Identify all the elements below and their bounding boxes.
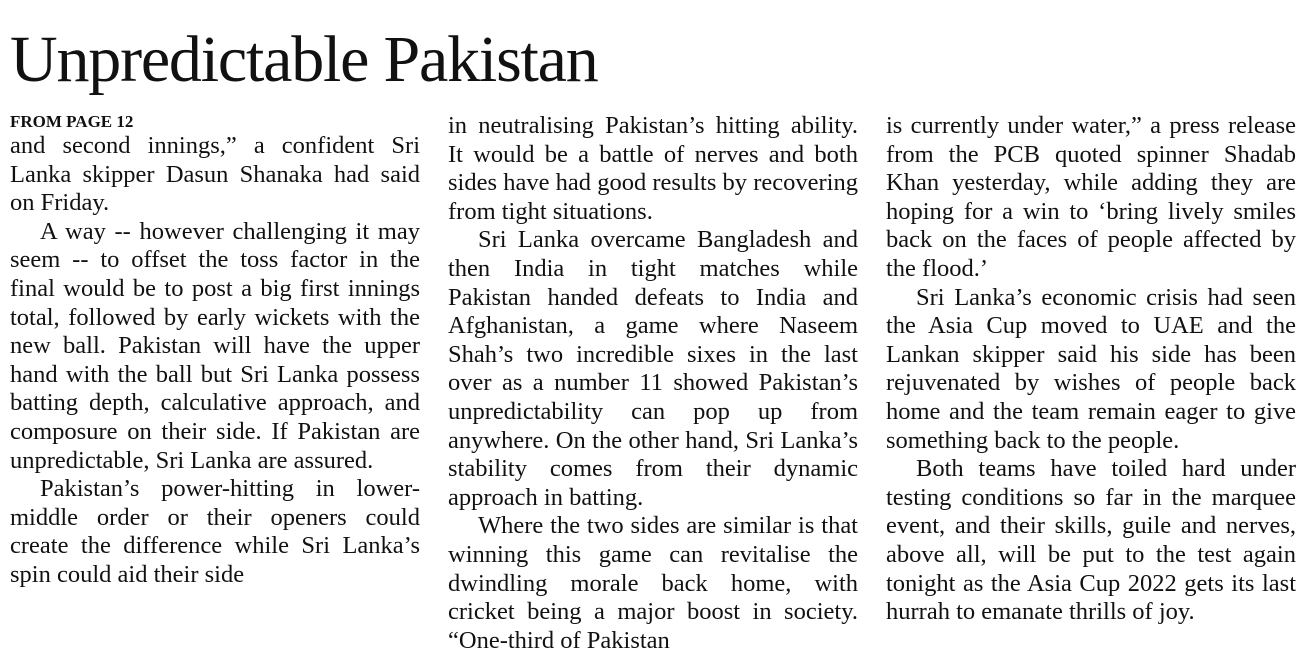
paragraph: Pakistan’s power-hitting in lower-middle order or their openers could create the difference while Sri Lanka’s spin could aid their side (10, 475, 420, 588)
paragraph: Sri Lanka’s economic crisis had seen the Asia Cup moved to UAE and the Lankan skipper said his side has been rejuvenated by wishes of people back home and the team remain eager to give something back to the people. (886, 283, 1296, 454)
article-column-2 (448, 112, 858, 660)
paragraph: is currently under water,” a press release from the PCB quoted spinner Shadab Khan yesterday, while adding they are hoping for a win to ‘bring lively smiles back on the faces of people affected by the flood.’ (886, 112, 1296, 282)
headline: Unpredictable Pakistan (10, 23, 598, 96)
dateline: FROM PAGE 12 (10, 112, 134, 131)
paragraph: Sri Lanka overcame Bangladesh and then India in tight matches while Pakistan handed defeats to India and Afghanistan, a game where Naseem Shah’s two incredible sixes in the last over as a number 11 showed Pakistan’s unpredictability can pop up from anywhere. On the other hand, Sri Lanka’s stability comes from their dynamic approach in batting. (448, 226, 858, 511)
paragraph: Where the two sides are similar is that winning this game can revitalise the dwindling morale back home, with cricket being a major boost in society. “One-third of Pakistan (448, 512, 858, 654)
paragraph: Both teams have toiled hard under testing conditions so far in the marquee event, and their skills, guile and nerves, above all, will be put to the test again tonight as the Asia Cup 2022 gets its last hurrah to emanate thrills of joy. (886, 455, 1296, 626)
article-column-3 (886, 112, 1296, 660)
paragraph: in neutralising Pakistan’s hitting ability. It would be a battle of nerves and both sides have had good results by recovering from tight situations. (448, 112, 858, 225)
article-column-1 (10, 112, 420, 660)
paragraph: and second innings,” a confident Sri Lanka skipper Dasun Shanaka had said on Friday. (10, 132, 420, 217)
paragraph: A way -- however challenging it may seem -- to offset the toss factor in the final would be to post a big first innings total, followed by early wickets with the new ball. Pakistan will have the upper hand with the ball but Sri Lanka possess batting depth, calculative approach, and composure on their side. If Pakistan are unpredictable, Sri Lanka are assured. (10, 217, 420, 474)
